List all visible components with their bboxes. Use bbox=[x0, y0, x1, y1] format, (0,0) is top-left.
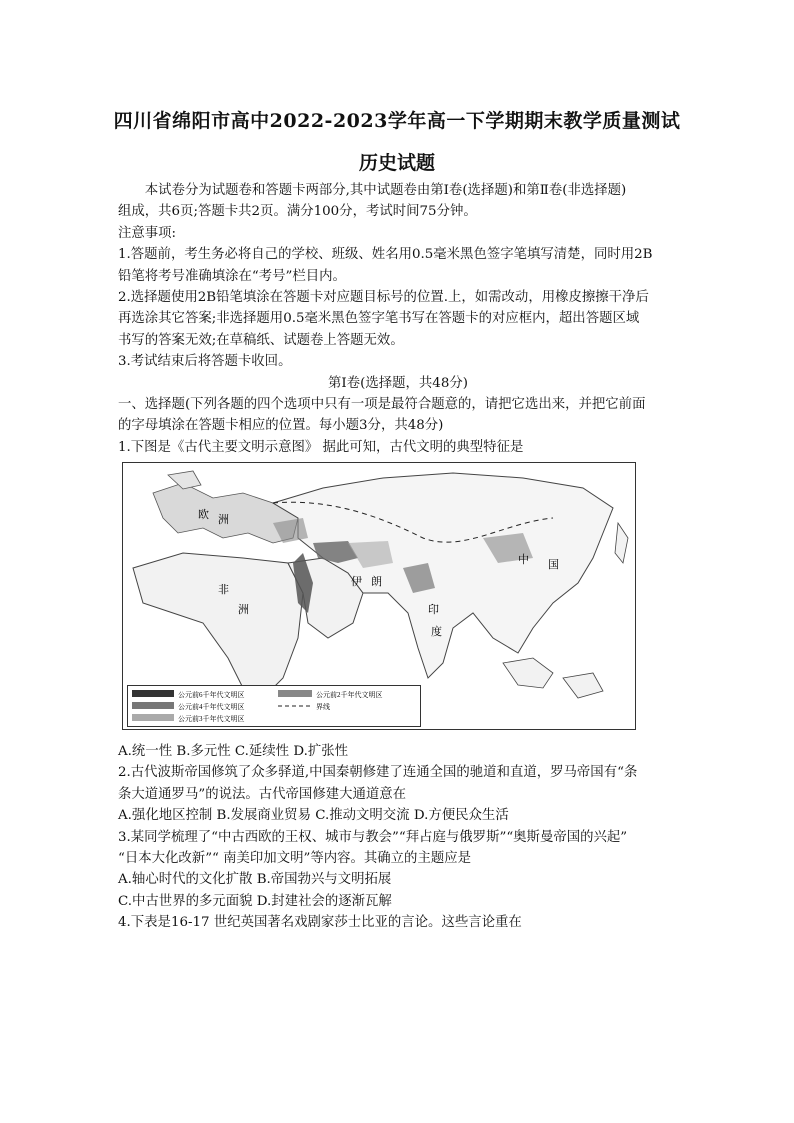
questions-block bbox=[118, 741, 678, 934]
section-instruction: 一、选择题(下列各题的四个选项中只有一项是最符合题意的，请把它选出来，并把它前面 bbox=[118, 397, 646, 413]
notice-item: 2.选择题使用2B铅笔填涂在答题卡对应题目标号的位置.上，如需改动，用橡皮擦擦干净后 bbox=[118, 290, 649, 306]
map-label: 洲 bbox=[238, 604, 249, 616]
map-label: 洲 bbox=[218, 514, 229, 526]
legend-item: 公元前4千年代文明区 bbox=[178, 703, 245, 711]
notice-item: 书写的答案无效;在草稿纸、试题卷上答题无效。 bbox=[118, 332, 404, 348]
question-2: 条大道通罗马”的说法。古代帝国修建大通道意在 bbox=[118, 786, 407, 802]
map-label: 中 bbox=[518, 554, 529, 566]
legend-item: 界线 bbox=[316, 703, 330, 711]
map-label: 国 bbox=[548, 559, 559, 571]
page-title: 四川省绵阳市高中2022-2023学年高一下学期期末教学质量测试 bbox=[113, 110, 681, 132]
map-legend bbox=[127, 685, 421, 727]
map-label: 印 bbox=[428, 604, 439, 616]
section-heading: 第Ⅰ卷(选择题，共48分) bbox=[328, 375, 468, 391]
map-label: 朗 bbox=[371, 576, 382, 588]
notice-item: 1.答题前，考生务必将自己的学校、班级、姓名用0.5毫米黑色签字笔填写清楚，同时用2B bbox=[118, 247, 653, 263]
question-options: C.中古世界的多元面貌 D.封建社会的逐渐瓦解 bbox=[118, 893, 392, 909]
intro-line: 本试卷分为试题卷和答题卡两部分,其中试题卷由第Ⅰ卷(选择题)和第Ⅱ卷(非选择题) bbox=[144, 183, 627, 198]
question-2: 2.古代波斯帝国修筑了众多驿道,中国秦朝修建了连通全国的驰道和直道，罗马帝国有“条 bbox=[118, 765, 638, 781]
section-instruction: 的字母填涂在答题卡相应的位置。每小题3分，共48分) bbox=[118, 418, 444, 434]
question-1: 1.下图是《古代主要文明示意图》 据此可知，古代文明的典型特征是 bbox=[118, 439, 524, 455]
legend-item: 公元前6千年代文明区 bbox=[178, 691, 245, 699]
page-subtitle: 历史试题 bbox=[358, 152, 435, 174]
question-3: “日本大化改新”“ 南美印加文明”等内容。其确立的主题应是 bbox=[118, 851, 472, 867]
legend-item: 公元前3千年代文明区 bbox=[178, 715, 245, 723]
intro-line: 组成，共6页;答题卡共2页。满分100分，考试时间75分钟。 bbox=[118, 204, 477, 220]
map-label: 非 bbox=[218, 584, 229, 596]
notice-item: 3.考试结束后将答题卡收回。 bbox=[118, 354, 292, 370]
question-options: A.强化地区控制 B.发展商业贸易 C.推动文明交流 D.方便民众生活 bbox=[118, 808, 509, 824]
exam-body bbox=[118, 180, 678, 458]
notice-item: 再选涂其它答案;非选择题用0.5毫米黑色签字笔书写在答题卡的对应框内，超出答题区域 bbox=[118, 311, 640, 327]
question-options: A.统一性 B.多元性 C.延续性 D.扩张性 bbox=[118, 744, 349, 759]
legend-item: 公元前2千年代文明区 bbox=[316, 691, 383, 699]
question-4: 4.下表是16-17 世纪英国著名戏剧家莎士比亚的言论。这些言论重在 bbox=[118, 915, 522, 931]
question-options: A.轴心时代的文化扩散 B.帝国勃兴与文明拓展 bbox=[118, 872, 392, 888]
map-label: 度 bbox=[431, 626, 442, 638]
notice-item: 铅笔将考号准确填涂在“考号”栏目内。 bbox=[118, 268, 346, 284]
civilization-map bbox=[122, 462, 636, 730]
map-label: 欧 bbox=[198, 509, 209, 521]
notice-heading: 注意事项: bbox=[118, 225, 177, 241]
map-label: 伊 bbox=[351, 576, 362, 588]
question-3: 3.某同学梳理了“中古西欧的王权、城市与教会”“拜占庭与俄罗斯”“奥斯曼帝国的兴起” bbox=[118, 829, 628, 845]
